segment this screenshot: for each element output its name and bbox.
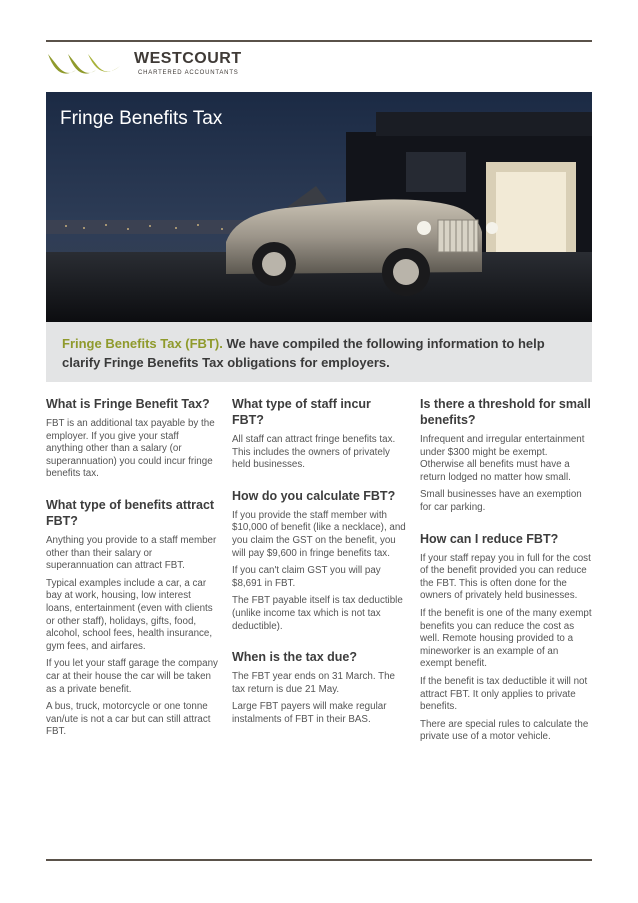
paragraph: Large FBT payers will make regular instalments of FBT in their BAS. <box>232 701 387 725</box>
paragraph: If the benefit is tax deductible it will not attract FBT. It only applies to private benefits. <box>420 675 588 713</box>
top-divider <box>46 40 592 42</box>
paragraph: There are special rules to calculate the private use of a motor vehicle. <box>420 718 589 743</box>
paragraph: Anything you provide to a staff member other than their salary or superannuation can attract FBT. <box>46 534 217 572</box>
brand-subtitle: CHARTERED ACCOUNTANTS <box>138 70 239 76</box>
westcourt-logo <box>46 48 276 84</box>
paragraph: A bus, truck, motorcycle or one tonne van/ute is not a car but can still attract FBT. <box>46 701 211 738</box>
paragraph: If you let your staff garage the company car at their house the car will be taken as a private benefit. <box>46 658 218 695</box>
paragraph: Typical examples include a car, a car bay at work, housing, low interest loans, entertainment (even with clients or other staff), holidays, gifts, food, alcohol, school fees, health insurance, gym fees, and airfares. <box>46 577 213 652</box>
paragraph: Infrequent and irregular entertainment under $300 might be exempt. Otherwise all benefits must have a return lodged no matter how small. <box>420 434 585 483</box>
section-heading: Is there a threshold for small benefits? <box>420 397 591 427</box>
paragraph: All staff can attract fringe benefits tax. This includes the owners of privately held businesses. <box>232 434 396 471</box>
column-2 <box>232 396 406 732</box>
intro-text <box>62 334 572 372</box>
section-heading: How can I reduce FBT? <box>420 531 559 546</box>
paragraph: If your staff repay you in full for the cost of the benefit provided you can reduce the FBT. This is often done for the owners of privately held businesses. <box>420 552 591 602</box>
section-heading: What type of staff incur FBT? <box>232 397 371 427</box>
paragraph: The FBT payable itself is tax deductible (unlike income tax which is not tax deductible). <box>232 595 403 632</box>
paragraph: If you can't claim GST you will pay $8,691 in FBT. <box>232 565 381 589</box>
intro-highlight: Fringe Benefits Tax (FBT). <box>62 336 223 351</box>
section-heading: When is the tax due? <box>232 650 358 665</box>
section-heading: What type of benefits attract FBT? <box>46 497 215 528</box>
logo-mark-icon <box>46 48 134 84</box>
intro-body: We have compiled the following information to help clarify Fringe Benefits Tax obligations for employers. <box>62 336 545 370</box>
intro-box <box>46 322 592 382</box>
section-heading: What is Fringe Benefit Tax? <box>46 397 210 411</box>
hero-banner <box>46 92 592 322</box>
page-title: Fringe Benefits Tax <box>60 108 223 129</box>
paragraph: Small businesses have an exemption for car parking. <box>420 489 582 513</box>
section-heading: How do you calculate FBT? <box>232 488 396 503</box>
bottom-divider <box>46 859 592 861</box>
paragraph: FBT is an additional tax payable by the employer. If you give your staff anything other than a salary (or superannuation) you could incur fringe benefits tax. <box>46 418 215 480</box>
paragraph: If you provide the staff member with $10,000 of benefit (like a necklace), and you claim the GST on the benefit, you will pay $9,600 in fringe benefits tax. <box>232 509 406 559</box>
column-1 <box>46 396 218 744</box>
column-3 <box>420 396 592 749</box>
paragraph: If the benefit is one of the many exempt benefits you can reduce the cost as well. Remote housing provided to a mineworker is an example of an exempt benefit. <box>420 607 592 670</box>
paragraph: The FBT year ends on 31 March. The tax return is due 21 May. <box>232 671 396 695</box>
brand-name: WESTCOURT <box>134 50 242 67</box>
